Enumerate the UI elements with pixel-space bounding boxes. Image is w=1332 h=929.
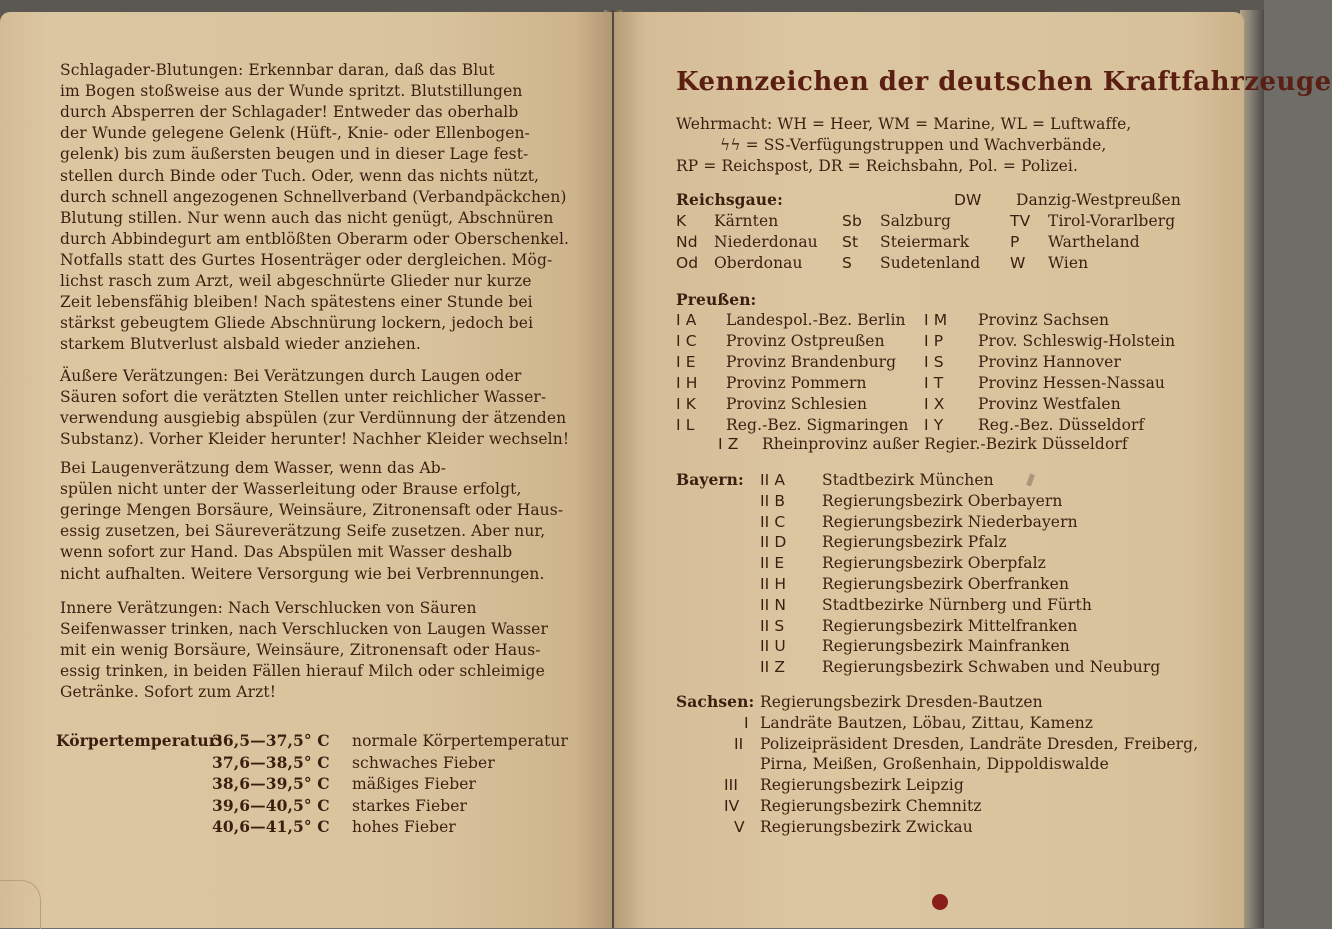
region: Regierungsbezirk Mainfranken [822,637,1070,655]
text-line: mit ein wenig Borsäure, Weinsäure, Zitronensaft oder Haus- [60,641,541,659]
region-name: Sudetenland [880,254,981,272]
region: Pirna, Meißen, Großenhain, Dippoldiswalde [760,755,1109,773]
code: I Z [718,435,739,453]
text-line: essig zusetzen, bei Säureverätzung Seife zusetzen. Aber nur, [60,522,546,540]
red-stain [932,894,948,910]
temperature-description: hohes Fieber [352,818,456,836]
text-line: stellen durch Binde oder Tuch. Oder, wenn das nichts nützt, [60,167,540,185]
bayern-label: Bayern: [676,470,744,489]
region-name: Kärnten [714,212,779,230]
code: I [744,714,749,732]
region: Regierungsbezirk Niederbayern [822,513,1078,531]
text-line: gelenk) bis zum äußersten beugen und in dieser Lage fest- [60,145,529,163]
region-name: Wien [1048,254,1089,272]
code: II B [760,492,786,510]
region-code: Sb [842,212,862,230]
region: Regierungsbezirk Chemnitz [760,797,982,815]
code: I T [924,374,944,392]
region: Landespol.-Bez. Berlin [726,311,906,329]
text-line: nicht aufhalten. Weitere Versorgung wie bei Verbrennungen. [60,565,545,583]
region-code: St [842,233,859,251]
code: I A [676,311,697,329]
code: I L [676,416,695,434]
region-code: TV [1010,212,1031,230]
text-line: Substanz). Vorher Kleider herunter! Nachher Kleider wechseln! [60,430,570,448]
code: III [724,776,739,794]
region: Regierungsbezirk Oberpfalz [822,554,1046,572]
preussen-label: Preußen: [676,290,757,309]
region: Provinz Hannover [978,353,1121,371]
code: II U [760,637,786,655]
code: I C [676,332,697,350]
region-code: Nd [676,233,698,251]
sachsen-label: Sachsen: [676,692,755,711]
code: I H [676,374,698,392]
corner-tear [0,880,41,929]
text-line: durch Absperren der Schlagader! Entweder das oberhalb [60,103,519,121]
region: Landräte Bautzen, Löbau, Zittau, Kamenz [760,714,1094,732]
region: Stadtbezirk München [822,471,994,489]
code: I Y [924,416,944,434]
text-line: Äußere Verätzungen: Bei Verätzungen durch Laugen oder [60,367,522,385]
region: Provinz Schlesien [726,395,868,413]
text-line: im Bogen stoßweise aus der Wunde spritzt. Blutstillungen [60,82,523,100]
code: II S [760,617,785,635]
region: Provinz Pommern [726,374,867,392]
region-name: Steiermark [880,233,970,251]
region-code: K [676,212,687,230]
region: Regierungsbezirk Oberbayern [822,492,1063,510]
code: II H [760,575,787,593]
region: Regierungsbezirk Oberfranken [822,575,1070,593]
region: Provinz Westfalen [978,395,1121,413]
temperature-description: normale Körpertemperatur [352,732,568,750]
region: Provinz Hessen-Nassau [978,374,1165,392]
temperature-range: 40,6—41,5° C [212,817,330,836]
region-name: Salzburg [880,212,952,230]
code: I K [676,395,696,413]
text-line: spülen nicht unter der Wasserleitung oder Brause erfolgt, [60,480,522,498]
region: Reg.-Bez. Sigmaringen [726,416,909,434]
text-line: der Wunde gelegene Gelenk (Hüft-, Knie- oder Ellenbogen- [60,124,530,142]
temperature-range: 36,5—37,5° C [212,731,330,750]
region-name: Tirol-Vorarlberg [1048,212,1176,230]
code: V [734,818,745,836]
region-code: W [1010,254,1026,272]
region: Provinz Brandenburg [726,353,897,371]
temperature-description: schwaches Fieber [352,754,495,772]
region: Prov. Schleswig-Holstein [978,332,1176,350]
text-line: RP = Reichspost, DR = Reichsbahn, Pol. = Polizei. [676,157,1079,175]
text-line: ϟϟ = SS-Verfügungstruppen und Wachverbände, [720,136,1107,154]
temperature-description: starkes Fieber [352,797,468,815]
code: IV [724,797,740,815]
text-line: Wehrmacht: WH = Heer, WM = Marine, WL = Luftwaffe, [676,115,1132,133]
region: Regierungsbezirk Zwickau [760,818,973,836]
text-line: wenn sofort zur Hand. Das Abspülen mit Wasser deshalb [60,543,513,561]
temperature-range: 38,6—39,5° C [212,774,330,793]
code: II Z [760,658,786,676]
region: Polizeipräsident Dresden, Landräte Dresden, Freiberg, [760,735,1199,753]
region: Regierungsbezirk Dresden-Bautzen [760,693,1043,711]
code: I M [924,311,948,329]
code: II D [760,533,787,551]
region: Regierungsbezirk Leipzig [760,776,964,794]
region-name: Oberdonau [714,254,803,272]
text-line: Schlagader-Blutungen: Erkennbar daran, daß das Blut [60,61,495,79]
text-line: Innere Verätzungen: Nach Verschlucken von Säuren [60,599,477,617]
text-line: starkem Blutverlust alsbald wieder anziehen. [60,335,421,353]
code: II N [760,596,787,614]
region-name: Niederdonau [714,233,818,251]
region: Regierungsbezirk Pfalz [822,533,1007,551]
code: II A [760,471,786,489]
preussen-last-row [718,434,1128,454]
region: Stadtbezirke Nürnberg und Fürth [822,596,1092,614]
page-title: Kennzeichen der deutschen Kraftfahrzeuge [676,67,1332,97]
region: Regierungsbezirk Schwaben und Neuburg [822,658,1161,676]
code: II C [760,513,786,531]
region: Regierungsbezirk Mittelfranken [822,617,1078,635]
text-line: Bei Laugenverätzung dem Wasser, wenn das Ab- [60,459,447,477]
text-line: essig trinken, in beiden Fällen hierauf Milch oder schleimige [60,662,545,680]
region-name: Danzig-Westpreußen [1016,191,1181,209]
code: I E [676,353,696,371]
text-line: verwendung ausgiebig abspülen (zur Verdünnung der ätzenden [60,409,567,427]
reichsgaue-label: Reichsgaue: [676,190,783,209]
text-line: Säuren sofort die verätzten Stellen unter reichlicher Wasser- [60,388,547,406]
region-code: S [842,254,852,272]
text-line: Seifenwasser trinken, nach Verschlucken von Laugen Wasser [60,620,548,638]
text-line: lichst rasch zum Arzt, weil abgeschnürte Glieder nur kurze [60,272,532,290]
region: Rheinprovinz außer Regier.-Bezirk Düsseldorf [762,435,1128,453]
code: I X [924,395,945,413]
text-line: Zeit lebensfähig bleiben! Nach spätestens einer Stunde bei [60,293,533,311]
temperature-range: 39,6—40,5° C [212,796,330,815]
code: I S [924,353,944,371]
text-line: Notfalls statt des Gurtes Hosenträger oder dergleichen. Mög- [60,251,553,269]
temperature-range: 37,6—38,5° C [212,753,330,772]
text-line: durch Abbindegurt am entblößten Oberarm oder Oberschenkel. [60,230,570,248]
region: Provinz Ostpreußen [726,332,885,350]
region-code: DW [954,191,982,209]
code: II E [760,554,785,572]
region: Reg.-Bez. Düsseldorf [978,416,1145,434]
code: I P [924,332,944,350]
region: Provinz Sachsen [978,311,1110,329]
text-line: Getränke. Sofort zum Arzt! [60,683,277,701]
region-name: Wartheland [1048,233,1140,251]
region-code: Od [676,254,699,272]
region-code: P [1010,233,1020,251]
code: II [734,735,744,753]
text-line: stärkst gebeugtem Gliede Abschnürung lockern, jedoch bei [60,314,534,332]
text-line: geringe Mengen Borsäure, Weinsäure, Zitronensaft oder Haus- [60,501,564,519]
text-line: Blutung stillen. Nur wenn auch das nicht genügt, Abschnüren [60,209,554,227]
temperature-label: Körpertemperatur: [56,731,223,750]
temperature-description: mäßiges Fieber [352,775,477,793]
text-line: durch schnell angezogenen Schnellverband (Verbandpäckchen) [60,188,567,206]
